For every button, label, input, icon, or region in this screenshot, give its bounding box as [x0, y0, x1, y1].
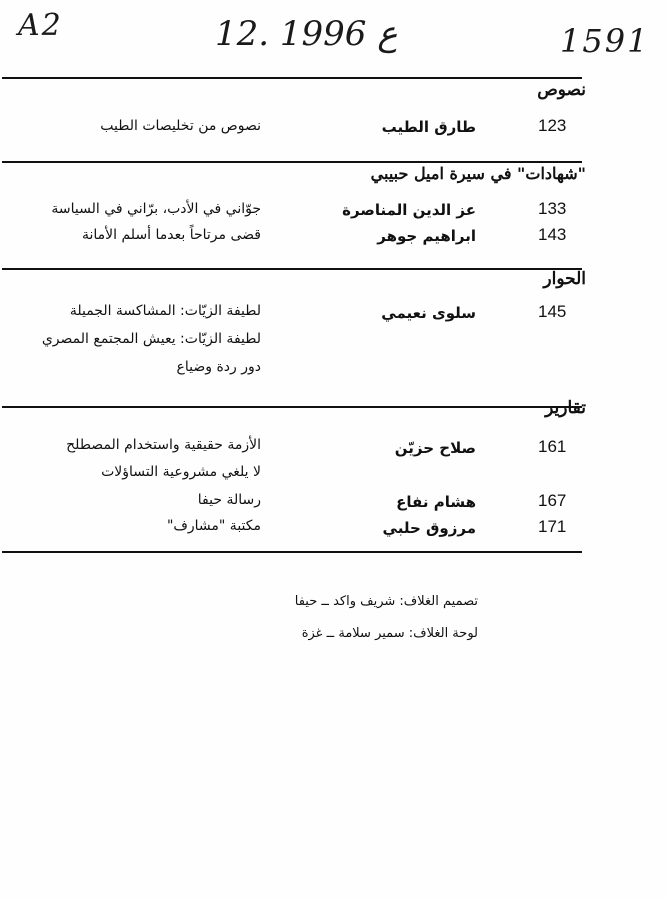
- article-title: رسالة حيفا: [197, 492, 261, 508]
- handwritten-code: A2: [18, 8, 63, 43]
- article-title: قضى مرتاحاً بعدما أسلم الأمانة: [82, 227, 261, 243]
- author-name: مرزوق حلبي: [382, 519, 476, 537]
- article-title: دور ردة وضياع: [176, 359, 261, 375]
- divider: [2, 161, 582, 163]
- handwritten-date: 12. ع 1996: [215, 14, 398, 54]
- author-name: سلوى نعيمي: [381, 304, 476, 322]
- divider: [2, 406, 582, 408]
- page-number: 161: [538, 437, 567, 456]
- section-title-reports: تقارير: [545, 398, 586, 418]
- article-title: لطيفة الزيّات: المشاكسة الجميلة: [69, 303, 261, 319]
- author-name: صلاح حزيّن: [394, 439, 476, 457]
- section-title-texts: نصوص: [537, 80, 586, 100]
- page-number: 123: [538, 116, 567, 135]
- article-title: مكتبة "مشارف": [166, 518, 261, 534]
- page-number: 171: [538, 517, 567, 536]
- author-name: هشام نفاع: [396, 493, 476, 511]
- divider: [2, 551, 582, 553]
- article-title: لطيفة الزيّات: يعيش المجتمع المصري: [41, 331, 261, 347]
- page-number: 167: [538, 491, 567, 510]
- section-title-testimonies: "شهادات" في سيرة اميل حبيبي: [370, 164, 586, 183]
- article-title: جوّاني في الأدب، برّاني في السياسة: [51, 201, 261, 217]
- page-number: 143: [538, 225, 567, 244]
- divider: [2, 268, 582, 270]
- page-number: 133: [538, 199, 567, 218]
- article-title: نصوص من تخليصات الطيب: [100, 118, 261, 134]
- author-name: ابراهيم جوهر: [377, 227, 476, 245]
- divider: [2, 77, 582, 79]
- section-title-interview: الحوار: [543, 269, 586, 289]
- article-title: الأزمة حقيقية واستخدام المصطلح: [66, 437, 261, 453]
- page-number: 145: [538, 302, 567, 321]
- cover-design-credit: تصميم الغلاف: شريف واكد ــ حيفا: [294, 594, 478, 609]
- cover-painting-credit: لوحة الغلاف: سمير سلامة ــ غزة: [301, 626, 478, 641]
- author-name: عز الدين المناصرة: [342, 201, 476, 219]
- author-name: طارق الطيب: [381, 118, 476, 136]
- article-title: لا يلغي مشروعية التساؤلات: [101, 464, 261, 480]
- handwritten-number: 1591: [560, 22, 650, 60]
